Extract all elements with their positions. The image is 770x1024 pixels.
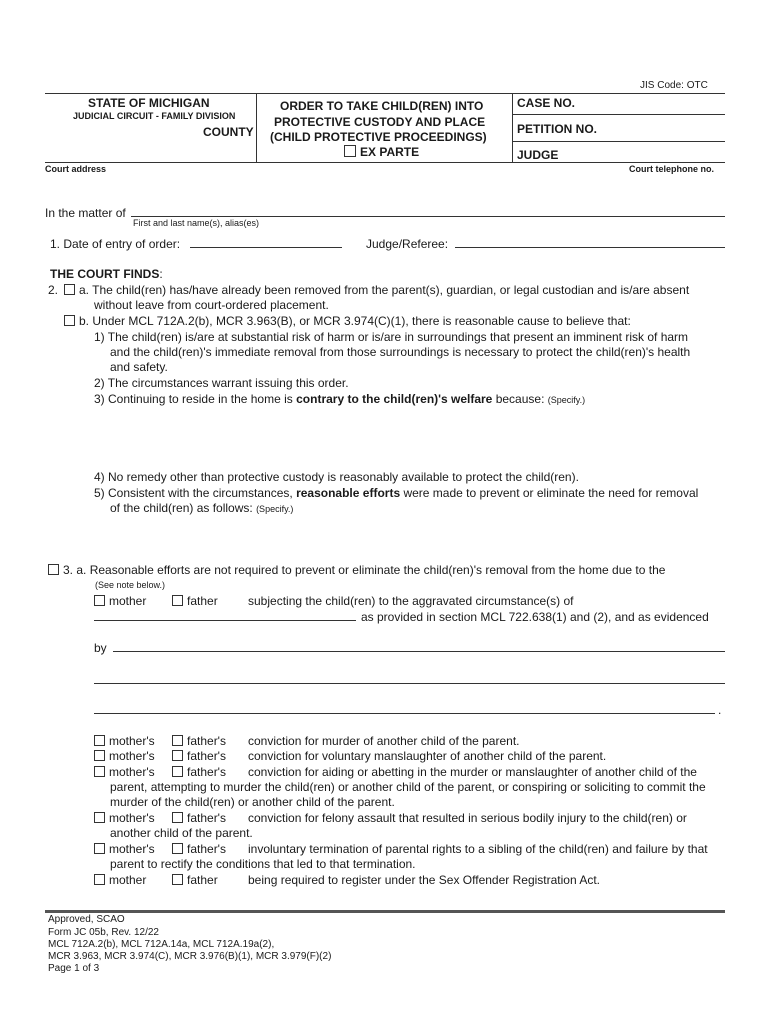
subjecting-text: subjecting the child(ren) to the aggravated circumstance(s) of bbox=[248, 594, 574, 608]
case-no-rule bbox=[512, 114, 725, 115]
c6-mother-checkbox[interactable] bbox=[94, 874, 105, 885]
c4-text-line-2: another child of the parent. bbox=[110, 826, 253, 840]
ex-parte-checkbox[interactable] bbox=[344, 145, 356, 157]
item-3a[interactable]: 3. a. Reasonable efforts are not required to prevent or eliminate the child(ren)'s removal from the home due to the bbox=[48, 563, 665, 577]
c4-mother-checkbox[interactable] bbox=[94, 812, 105, 823]
c3-father-checkbox[interactable] bbox=[172, 766, 183, 777]
aggravated-mother[interactable]: mother bbox=[94, 594, 146, 608]
c3-text-line-3: murder of the child(ren) or another child of the parent. bbox=[110, 795, 395, 809]
item-2b[interactable]: b. Under MCL 712A.2(b), MCR 3.963(B), or MCR 3.974(C)(1), there is reasonable cause to believe that: bbox=[64, 314, 631, 328]
c3-father[interactable]: father's bbox=[172, 765, 226, 779]
aggravated-father-checkbox[interactable] bbox=[172, 595, 183, 606]
finding-b3: 3) Continuing to reside in the home is contrary to the child(ren)'s welfare because: (Specify.) bbox=[94, 392, 586, 406]
c3-text: conviction for aiding or abetting in the murder or manslaughter of another child of the bbox=[248, 765, 697, 779]
court-finds-heading: THE COURT FINDS: bbox=[50, 267, 163, 281]
aggravated-mother-checkbox[interactable] bbox=[94, 595, 105, 606]
c6-father-checkbox[interactable] bbox=[172, 874, 183, 885]
footer-rule bbox=[45, 910, 725, 913]
aggravated-father[interactable]: father bbox=[172, 594, 218, 608]
c2-father-checkbox[interactable] bbox=[172, 750, 183, 761]
finding-b5: 5) Consistent with the circumstances, reasonable efforts were made to prevent or eliminate the need for removal bbox=[94, 486, 699, 500]
see-note: (See note below.) bbox=[95, 580, 166, 590]
case-no-label: CASE NO. bbox=[517, 96, 576, 110]
ex-parte-option[interactable] bbox=[344, 145, 419, 159]
court-phone-label: Court telephone no. bbox=[629, 164, 714, 174]
matter-label: In the matter of bbox=[45, 206, 126, 220]
judge-referee-field[interactable] bbox=[455, 247, 725, 248]
c1-mother-checkbox[interactable] bbox=[94, 735, 105, 746]
jis-code: JIS Code: OTC bbox=[640, 80, 708, 91]
item-2a[interactable]: a. The child(ren) has/have already been removed from the parent(s), guardian, or legal custodian and is/are absent bbox=[64, 283, 689, 297]
finding-b1-line-1: 1) The child(ren) is/are at substantial risk of harm or is/are in surroundings that present an imminent risk of harm bbox=[94, 330, 689, 344]
evidence-field-3[interactable] bbox=[94, 713, 715, 714]
finding-b5-line-2: of the child(ren) as follows: (Specify.) bbox=[110, 501, 294, 515]
c6-father[interactable]: father bbox=[172, 873, 218, 887]
footer-line-5: Page 1 of 3 bbox=[48, 963, 100, 974]
evidence-period: . bbox=[718, 703, 722, 717]
item-2b-checkbox[interactable] bbox=[64, 315, 75, 326]
c3-mother[interactable]: mother's bbox=[94, 765, 155, 779]
finding-b2: 2) The circumstances warrant issuing this order. bbox=[94, 376, 349, 390]
header-divider-2 bbox=[512, 93, 513, 163]
c1-father[interactable]: father's bbox=[172, 734, 226, 748]
c5-father-checkbox[interactable] bbox=[172, 843, 183, 854]
c4-father-checkbox[interactable] bbox=[172, 812, 183, 823]
c5-text: involuntary termination of parental rights to a sibling of the child(ren) and failure by that bbox=[248, 842, 708, 856]
c4-father[interactable]: father's bbox=[172, 811, 226, 825]
c5-mother[interactable]: mother's bbox=[94, 842, 155, 856]
judge-referee-label: Judge/Referee: bbox=[366, 237, 449, 251]
item-3a-checkbox[interactable] bbox=[48, 564, 59, 575]
petition-no-label: PETITION NO. bbox=[517, 122, 598, 136]
court-type: JUDICIAL CIRCUIT - FAMILY DIVISION bbox=[73, 111, 236, 121]
c5-mother-checkbox[interactable] bbox=[94, 843, 105, 854]
header-divider-1 bbox=[256, 93, 257, 163]
c2-text: conviction for voluntary manslaughter of another child of the parent. bbox=[248, 749, 607, 763]
title-line-2: PROTECTIVE CUSTODY AND PLACE bbox=[274, 115, 486, 129]
finding-b1-line-2: and the child(ren)'s immediate removal from those surroundings is necessary to protect the child(ren)'s health bbox=[110, 345, 691, 359]
ex-parte-label: EX PARTE bbox=[360, 145, 420, 159]
c1-mother[interactable]: mother's bbox=[94, 734, 155, 748]
matter-name-field[interactable] bbox=[131, 216, 725, 217]
title-line-1: ORDER TO TAKE CHILD(REN) INTO bbox=[280, 99, 484, 113]
finding-b4: 4) No remedy other than protective custody is reasonably available to protect the child(ren). bbox=[94, 470, 579, 484]
court-address-label: Court address bbox=[45, 164, 107, 174]
c5-father[interactable]: father's bbox=[172, 842, 226, 856]
header-bottom-rule bbox=[45, 162, 725, 163]
footer-line-3: MCL 712A.2(b), MCL 712A.14a, MCL 712A.19a(2), bbox=[48, 939, 275, 950]
as-provided-text: as provided in section MCL 722.638(1) and (2), and as evidenced bbox=[361, 610, 709, 624]
finding-b1-line-3: and safety. bbox=[110, 360, 168, 374]
item-2-number: 2. bbox=[48, 283, 59, 297]
state-name: STATE OF MICHIGAN bbox=[88, 96, 210, 110]
c3-text-line-2: parent, attempting to murder the child(ren) or another child of the parent, or conspiring or soliciting to commit the bbox=[110, 780, 706, 794]
c6-mother[interactable]: mother bbox=[94, 873, 146, 887]
footer-line-1: Approved, SCAO bbox=[48, 914, 125, 925]
title-line-3: (CHILD PROTECTIVE PROCEEDINGS) bbox=[270, 130, 487, 144]
c2-father[interactable]: father's bbox=[172, 749, 226, 763]
item-2a-line-2: without leave from court-ordered placement. bbox=[94, 298, 329, 312]
aggravated-circumstance-field[interactable] bbox=[94, 620, 356, 621]
footer-line-4: MCR 3.963, MCR 3.974(C), MCR 3.976(B)(1), MCR 3.979(F)(2) bbox=[48, 951, 332, 962]
petition-no-rule bbox=[512, 141, 725, 142]
judge-label: JUDGE bbox=[517, 148, 559, 162]
c4-mother[interactable]: mother's bbox=[94, 811, 155, 825]
evidence-field-2[interactable] bbox=[94, 683, 725, 684]
footer-line-2: Form JC 05b, Rev. 12/22 bbox=[48, 927, 159, 938]
date-of-entry-label: 1. Date of entry of order: bbox=[50, 237, 181, 251]
c6-text: being required to register under the Sex Offender Registration Act. bbox=[248, 873, 600, 887]
matter-sublabel: First and last name(s), alias(es) bbox=[133, 218, 260, 228]
by-label: by bbox=[94, 641, 107, 655]
c4-text: conviction for felony assault that resulted in serious bodily injury to the child(ren) or bbox=[248, 811, 687, 825]
c5-text-line-2: parent to rectify the conditions that led to that termination. bbox=[110, 857, 416, 871]
date-of-entry-field[interactable] bbox=[190, 247, 342, 248]
evidence-field-1[interactable] bbox=[113, 651, 725, 652]
header-top-rule bbox=[45, 93, 725, 94]
county-label: COUNTY bbox=[203, 125, 254, 139]
c2-mother[interactable]: mother's bbox=[94, 749, 155, 763]
c1-father-checkbox[interactable] bbox=[172, 735, 183, 746]
item-2a-checkbox[interactable] bbox=[64, 284, 75, 295]
c3-mother-checkbox[interactable] bbox=[94, 766, 105, 777]
c1-text: conviction for murder of another child of the parent. bbox=[248, 734, 520, 748]
c2-mother-checkbox[interactable] bbox=[94, 750, 105, 761]
